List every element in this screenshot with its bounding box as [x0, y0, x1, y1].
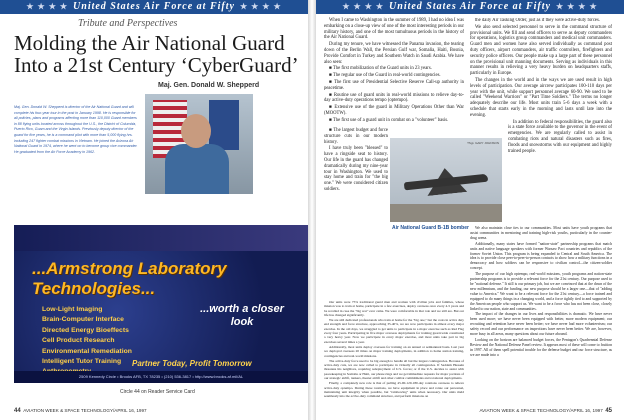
folio-left-text: AVIATION WEEK & SPACE TECHNOLOGY/APRIL 16, 1997 [23, 408, 147, 413]
paragraph: The changes in the world and in the ways we are used result in high levels of participation. Our average aircrew participates 100-110 days per year with the unit, while support personnel average 60-90. We used to be called "Weekend Warriors" or "Part Time Soldiers." The terms no longer adequately describe our life. Most units train 5-6 days a week with a schedule that starts early in the morning and lasts until late into the evening. [470, 77, 612, 118]
flag-icon [209, 100, 239, 150]
author-byline: Maj. Gen. Donald W. Shepperd [158, 82, 260, 89]
reader-service-note: Circle 44 on Reader Service Card [120, 389, 195, 395]
bullet-item: ■ Routine use of guard units in real-world missions to relieve day-to-day active-duty operations tempo (optempo). [324, 92, 464, 104]
bullet-item: ■ The first use of Presidential Selective Reserve Call-up authority in peacetime. [324, 79, 464, 91]
folio-right [479, 408, 612, 414]
ad-list-item: Cell Product Research [42, 337, 115, 345]
ad-footer: 2509 Kennedy Circle • Brooks AFB, TX 78235 • (210) 536-3817 • http://www.brooks.af.mil/AL [14, 371, 308, 383]
paragraph: The purpose of our high optempo, real-world missions, youth programs and nation-state partnership programs is to provide a relevant force for the 21st century. Our purpose used to be "national defense." It still is our primary job, but we are convinced that at the dawn of the new millennium, and the funding, our new purpose should be a larger one—that of "adding value to America." We want to be a relevant force for the 21st century—a force trained and equipped to do many things in a changing world, and a force tightly tied to and supported by the American people who support us. We want to be a force who has not been close, closely linked to our nation, state and communities. [470, 272, 612, 311]
article-headline [14, 32, 310, 76]
photo-caption: Air National Guard B-1B bomber [392, 225, 469, 231]
paragraph: Our units were 75% traditional guard men and women with civilian jobs and families, whose mission was to train at home, participate in a few exercises, deploy overseas once every 4-5 years and be recalled in case the "big war" ever came. We were comfortable in that role and we still are. But our life has changed significantly. [324, 300, 464, 317]
advertisement[interactable] [14, 225, 308, 383]
banner-text-right: United States Air Force at Fifty [389, 1, 551, 12]
headline-line-2: Into a 21st Century ‘CyberGuard’ [14, 53, 299, 77]
paragraph: Looking on the horizon are balanced budget forces, the Pentagon's Quadrennial Defense Review and the National Defense Panel review. It appears most of these will come to fruition in 1997. All of them spell potential trouble for the defense budget and our force structure, as we are made into a [470, 337, 612, 357]
body-column-1 [324, 18, 464, 125]
paragraph: the daily Air Tasking Order, just as if they were active-duty forces. [475, 18, 601, 23]
photo-credit: TSgt. GARY JOHNSON [467, 141, 499, 145]
paragraph: The impact of the changes in our lives and responsibilities is dramatic. We have never been used more; we have never been equipped with better, more modern equipment; our recruiting and retention have never been better; we have never had more volunteerism; our safety record and our performance on inspections have never been better. We are, however, more busy in all areas, many questions about our future abound. [470, 312, 612, 337]
ad-list-item: Directed Energy Bioeffects [42, 326, 129, 334]
paragraph: When I came to Washington in the summer of 1989, I had no idea I was embarking on a close-up view of one of the most interesting periods in our military history, and one of the most tumultuous periods in the history of the Air National Guard. [324, 18, 464, 41]
paragraph: Additionally, most units deploy overseas for training on an annual or semiannual basis. Last year we deployed overseas 20 times on major training deployments, in addition to home station training, contingencies and real-world missions. [324, 344, 464, 358]
bullet-item: ■ Extensive use of the guard in Military Operations Other than War (MOOTW). [324, 105, 464, 116]
ad-subtitle: ...worth a closer look [200, 303, 284, 328]
page-number-right: 45 [605, 408, 612, 414]
author-bio: Maj. Gen. Donald W. Shepperd is director of the Air National Guard and will complete his four-year tour in the post in January 1998. He is responsible for all policies, plans and programs affecting more than 110,000 Guard members in 88 flying units located across throughout the U.S., the District of Columbia, Puerto Rico, Guam and the Virgin Islands. Previously deputy director of the guard for five years, he is a command pilot with more than 5,000 flying hrs. including 247 fighter combat missions in Vietnam. He joined the Arizona Air National Guard in 1974, where he went on to become group vice commander. He graduated from the Air Force Academy in 1962. [14, 105, 138, 154]
ad-list-item: Intelligent Tutor Training [42, 358, 122, 366]
paragraph: We also send selected personnel to serve in the command structure of provisional units. We fill and send officers to serve as deputy commanders for operations, logistics group commanders and medical unit commanders. Guard men and women have also served individually as command post duty officers, airport commanders, air traffic controllers, firefighters and security police officers. Our people make up a large part of these personnel on the provisional unit manning documents. Serving as individuals in this manner results in relieving a very heavy burden on headquarters staffs, particularly in Europe. [470, 24, 612, 77]
paragraph: Additionally, many states have formed "nation-state" partnership programs that match units and native language speakers with former Warsaw Pact countries and republics of the former Soviet Union. This program is being expanded to Central and South America. The idea is to provide close peer-to-peer-to-person contacts to show how a military functions in a democracy and how soldiers can be responsive to civilian control—the citizen-soldier concept. [470, 241, 612, 271]
bullet-item: ■ The largest budget and force structure cuts in our modern history. [324, 128, 388, 145]
ad-list-item: Low-Light Imaging [42, 306, 103, 313]
person-figure [165, 144, 229, 194]
folio-left [14, 408, 147, 414]
star-icon: ★ ★ ★ ★ [26, 2, 69, 11]
ad-list-item: Environmental Remediation [42, 347, 132, 355]
ad-tagline: Partner Today, Profit Tomorrow [132, 359, 252, 368]
paragraph: Finally, a completely new role is that of pulling 45-90-120-180-day rotations overseas to relieve active-duty optempo. During these rotations, we have equipment in place and rotate our personnel, maintaining unit integrity when possible, but "rainbowing" units when necessary. Our units meld seamlessly into the active-duty command structure, and perform missions on [324, 381, 464, 399]
paragraph: In addition to federal responsibilities, the guard also is a state force available to the governor in the event of emergencies. We are regularly called to assist in combating riots and natural disasters such as fires, floods and snowstorms with our equipment and highly trained people. [508, 119, 612, 154]
bullet-item: ■ The first mobilization of the Guard units in 23 years. [329, 66, 432, 72]
paragraph: We also maintain close ties to our communities. Most units have youth programs that assist communities in mentoring and training high-risk youths, particularly in the counter-drug arena. [470, 226, 612, 240]
paragraph: The active-duty force used to be big enough to handle all but the largest contingencies. Because of active-duty cuts, we are now called to participate in virtually all contingencies. If Saddam Hussein threatens his neighbors, requiring redeployment of U.S. forces; or if the U.S. decides to assist with peacekeeping in Somalia or Haiti, our phone rings and we get immediate requests for major portions of our strategic airlift, tankers, theater airlift and other combat commitments and rotational deployments. [324, 358, 464, 381]
paragraph: We are still dedicated professionals who train at home for the "big one," but the costs in active duty end strength and force structure, approaching 35-40%, we are now participants in almost every major exercise. In the old days, we struggled to get units to participate in a major exercise such as Red Flag every four years. Participating in five major overseas deployments for training guard-wide constituted a very heavy year. Now we participate in every major exercise, and most units take part in big exercises several times a year. [324, 318, 464, 344]
page-number-left: 44 [14, 408, 21, 414]
star-icon: ★ ★ ★ ★ [555, 2, 598, 11]
author-photo [145, 94, 253, 194]
paragraph: I have truly been "blessed" to have a ringside seat to history. Our life in the guard has changed dramatically during my nine-year tour in Washington. We used to stay home and train for "the big one." We were considered citizen soldiers. [324, 146, 388, 192]
banner-text-left: United States Air Force at Fifty [73, 1, 235, 12]
paragraph: During my tenure, we have witnessed the Panama invasion, the tearing down of the Berlin Wall, the Persian Gulf war, Somalia, Haiti, Bosnia, Provide Comfort in Turkey and Southern Watch in Saudi Arabia. We have also seen: [324, 42, 464, 65]
body-column-1-lower [324, 128, 388, 194]
section-kicker: Tribute and Perspectives [78, 18, 178, 29]
star-icon: ★ ★ ★ ★ [342, 2, 385, 11]
header-banner-right [316, 0, 624, 14]
body-column-1-bottom [324, 300, 464, 418]
body-column-2-lower [470, 226, 612, 404]
body-column-2 [470, 18, 612, 224]
person-head [181, 114, 211, 148]
header-banner-left [0, 0, 308, 14]
ad-title: ...Armstrong Laboratory Technologies... [32, 259, 227, 298]
headline-line-1: Molding the Air National Guard [14, 31, 285, 55]
folio-right-text: AVIATION WEEK & SPACE TECHNOLOGY/APRIL 16, 1997 [479, 408, 603, 413]
ad-list-item: Brain-Computer Interface [42, 316, 124, 324]
ad-top-band [14, 225, 308, 251]
bullet-item: ■ The regular use of the Guard in real-world contingencies. [329, 73, 441, 79]
star-icon: ★ ★ ★ ★ [239, 2, 282, 11]
bullet-item: ■ The first use of a guard unit in combat on a "volunteer" basis. [329, 117, 449, 123]
